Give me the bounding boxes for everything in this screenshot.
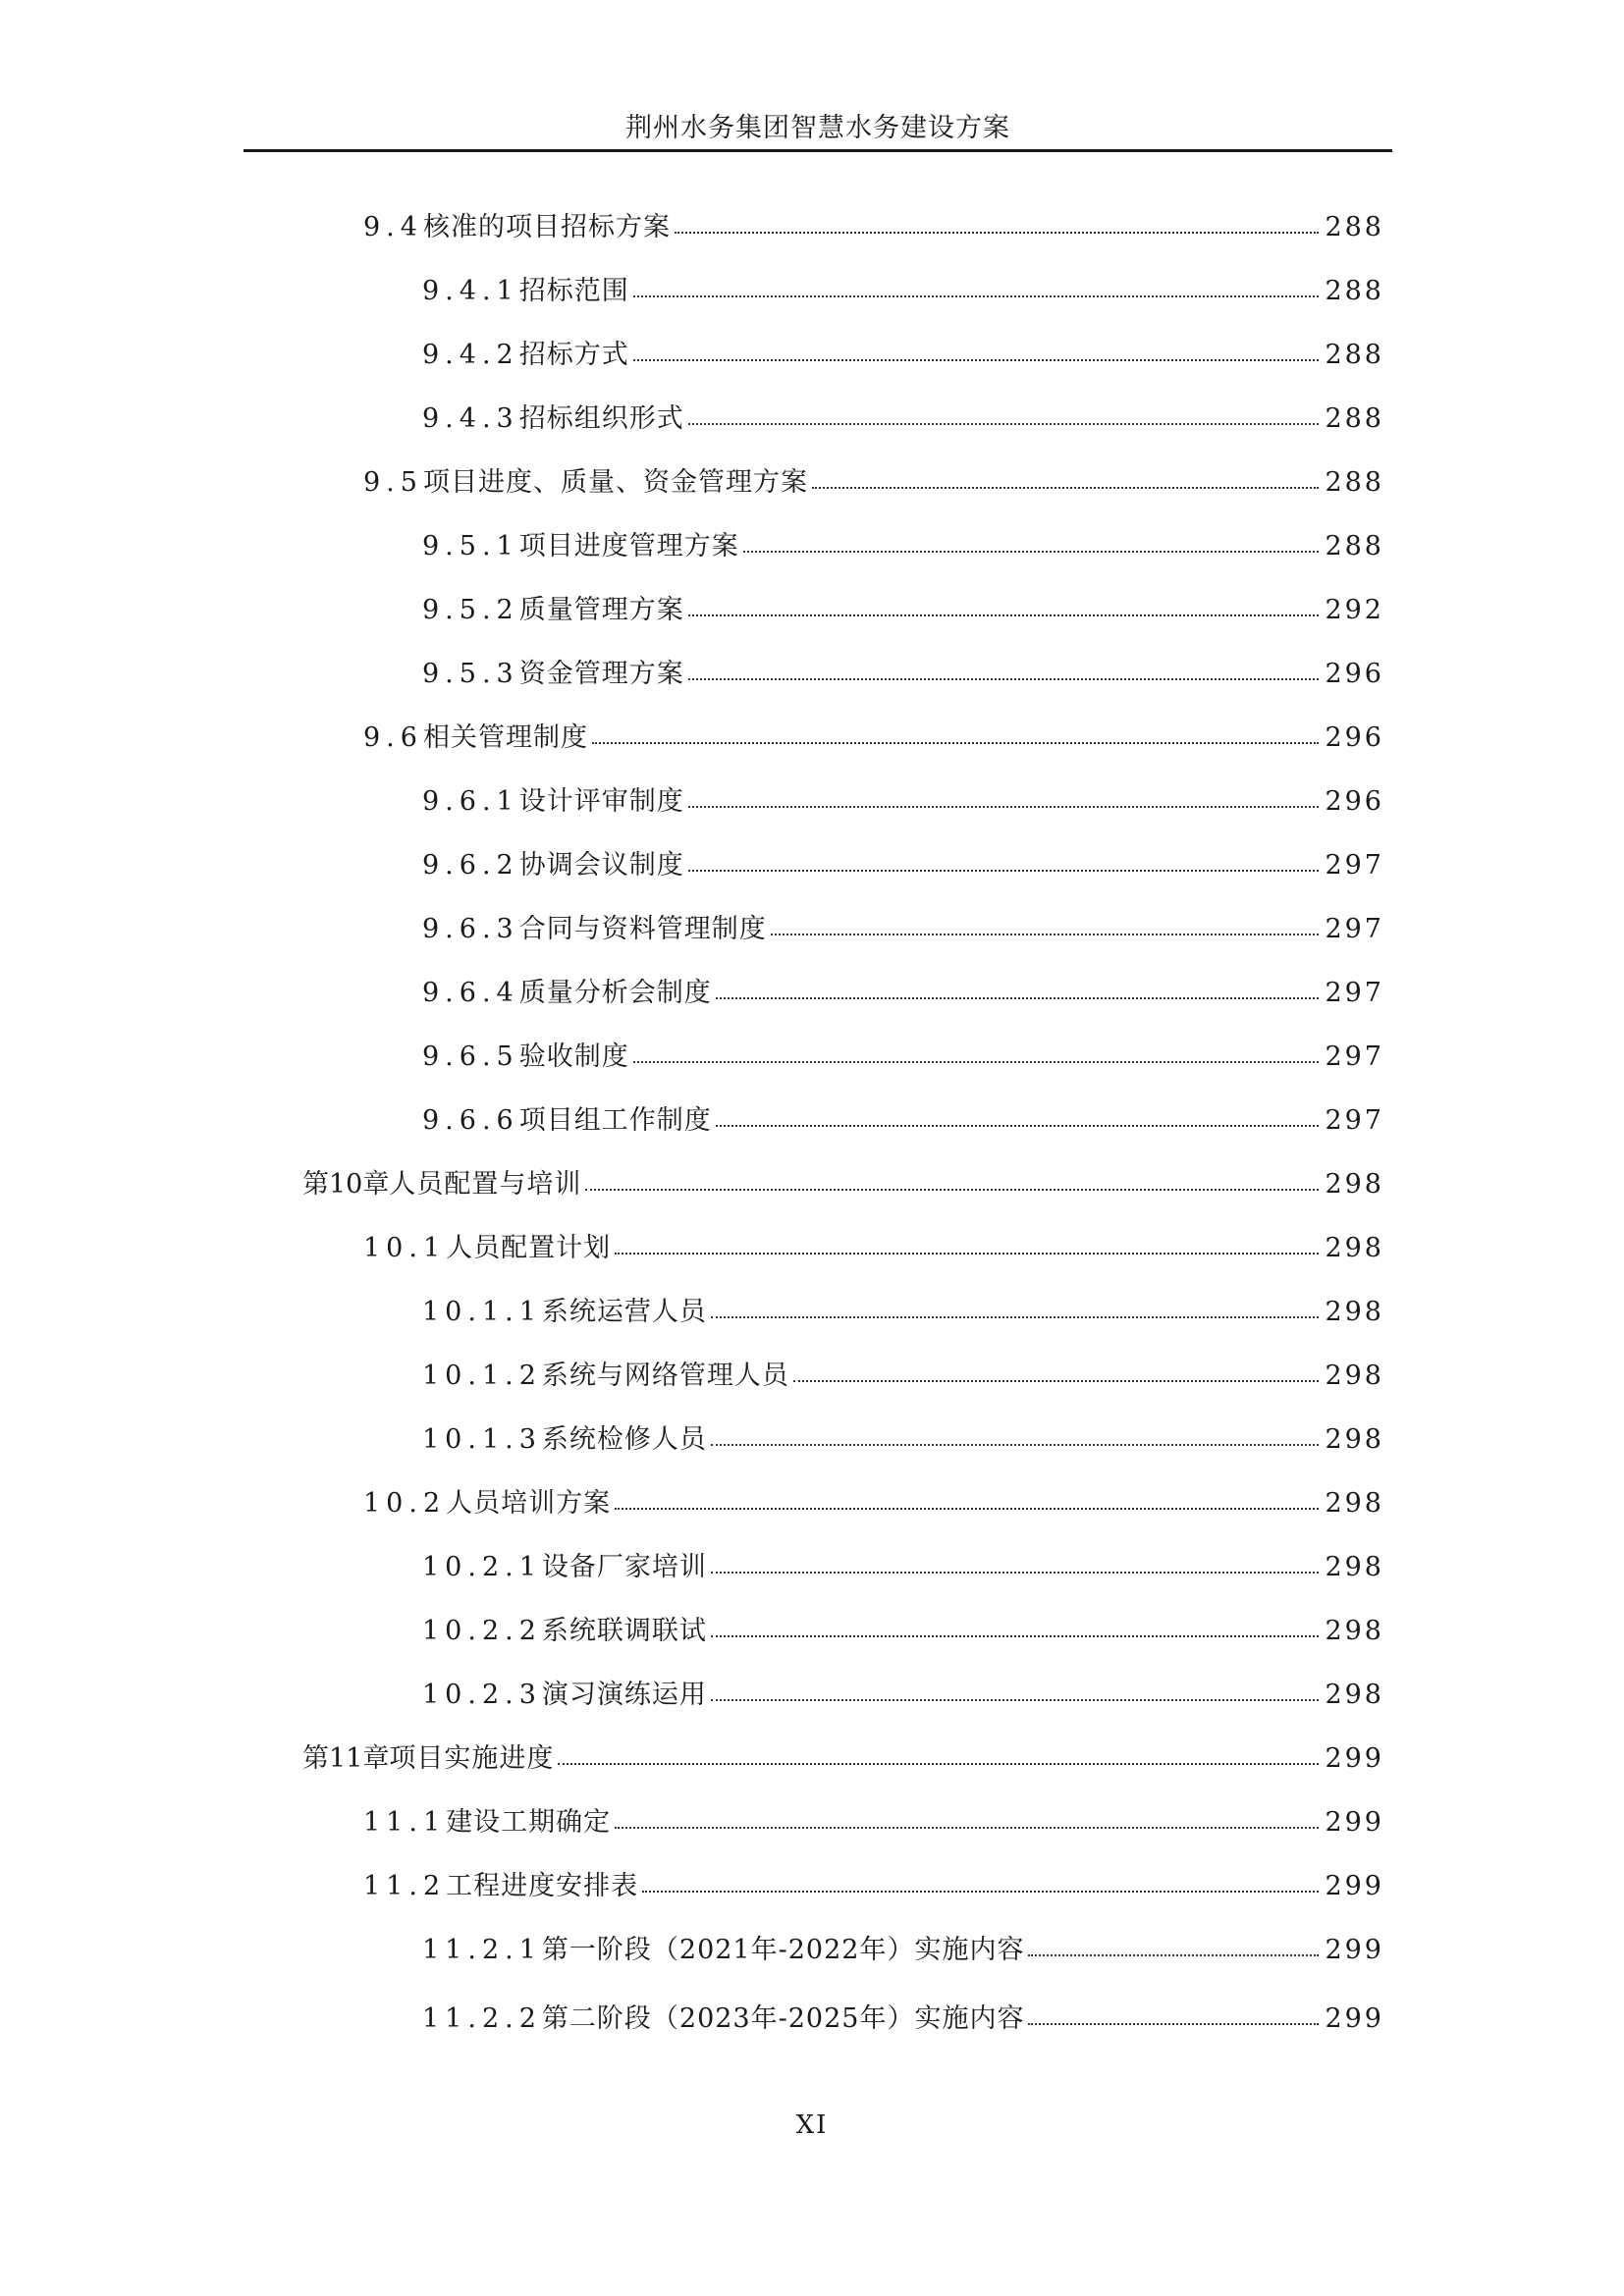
toc-entry-page: 288 xyxy=(1325,467,1384,498)
toc-entry-page: 299 xyxy=(1325,1935,1384,1965)
toc-entry-page: 299 xyxy=(1325,2003,1384,2034)
toc-entry-title: 人员配置与培训 xyxy=(389,1169,582,1200)
toc-entry-number: 9.4.3 xyxy=(422,403,519,434)
toc-entry-title: 演习演练运用 xyxy=(541,1680,707,1710)
toc-entry[interactable] xyxy=(422,1546,1384,1589)
toc-entry[interactable] xyxy=(422,1929,1384,1972)
toc-entry-number: 11.2.1 xyxy=(422,1935,542,1965)
toc-entry-number: 9.6.6 xyxy=(422,1105,519,1136)
toc-dot-leader xyxy=(675,230,1320,234)
toc-entry-number: 9.6.1 xyxy=(422,786,519,817)
toc-entry[interactable] xyxy=(422,1610,1384,1653)
toc-entry-title: 项目实施进度 xyxy=(389,1743,555,1774)
toc-dot-leader xyxy=(642,1889,1319,1893)
toc-entry[interactable] xyxy=(302,1737,1384,1781)
toc-entry-page: 288 xyxy=(1325,212,1384,242)
toc-entry-number: 10.1.1 xyxy=(422,1297,542,1327)
toc-entry-number: 9.5.2 xyxy=(422,595,519,625)
toc-entry-page: 299 xyxy=(1325,1807,1384,1838)
toc-entry-page: 299 xyxy=(1325,1743,1384,1774)
toc-entry-page: 288 xyxy=(1325,340,1384,370)
toc-entry[interactable] xyxy=(363,1482,1384,1525)
footer-page-number: XI xyxy=(795,2110,829,2140)
toc-entry-page: 297 xyxy=(1325,978,1384,1008)
toc-dot-leader xyxy=(711,1442,1320,1446)
toc-dot-leader xyxy=(793,1378,1320,1382)
toc-dot-leader xyxy=(812,485,1320,489)
page-header-title: 荆州水务集团智慧水务建设方案 xyxy=(625,113,1010,143)
toc-entry-page: 296 xyxy=(1325,722,1384,753)
toc-entry-title: 核准的项目招标方案 xyxy=(422,212,671,242)
toc-entry[interactable] xyxy=(422,1099,1384,1143)
toc-entry-title: 合同与资料管理制度 xyxy=(518,914,767,944)
toc-entry-page: 288 xyxy=(1325,531,1384,561)
toc-entry[interactable] xyxy=(422,1291,1384,1334)
toc-entry[interactable] xyxy=(363,461,1384,505)
toc-entry-title: 协调会议制度 xyxy=(518,850,684,881)
toc-entry[interactable] xyxy=(363,1865,1384,1908)
toc-entry-title: 质量管理方案 xyxy=(518,595,684,625)
toc-entry-title: 设备厂家培训 xyxy=(541,1552,707,1582)
toc-entry-page: 298 xyxy=(1325,1488,1384,1519)
toc-entry[interactable] xyxy=(422,653,1384,696)
toc-dot-leader xyxy=(711,1633,1320,1637)
toc-entry[interactable] xyxy=(363,1801,1384,1844)
toc-dot-leader xyxy=(633,357,1320,361)
toc-entry-number: 9.6.2 xyxy=(422,850,519,881)
toc-dot-leader xyxy=(633,1059,1320,1063)
toc-entry-page: 297 xyxy=(1325,914,1384,944)
toc-entry-title: 第一阶段（2021年-2022年）实施内容 xyxy=(541,1935,1025,1965)
toc-entry-number: 9.5 xyxy=(363,467,423,498)
toc-entry-title: 设计评审制度 xyxy=(518,786,684,817)
toc-entry[interactable] xyxy=(422,780,1384,824)
toc-entry-title: 项目进度管理方案 xyxy=(518,531,739,561)
toc-dot-leader xyxy=(688,613,1320,616)
toc-entry-page: 298 xyxy=(1325,1616,1384,1646)
toc-dot-leader xyxy=(633,294,1320,297)
toc-entry-number: 9.5.3 xyxy=(422,659,519,689)
toc-entry-number: 9.4.1 xyxy=(422,276,519,306)
toc-entry-title: 系统运营人员 xyxy=(541,1297,707,1327)
toc-entry-number: 9.6.4 xyxy=(422,978,519,1008)
toc-entry-title: 项目组工作制度 xyxy=(518,1105,712,1136)
toc-entry-title: 系统检修人员 xyxy=(541,1424,707,1455)
toc-entry-page: 298 xyxy=(1325,1297,1384,1327)
toc-entry-number: 10.1 xyxy=(363,1233,447,1263)
toc-entry-number: 11.2.2 xyxy=(422,2003,542,2034)
toc-entry-title: 系统与网络管理人员 xyxy=(541,1361,789,1391)
toc-dot-leader xyxy=(1028,1952,1319,1956)
toc-dot-leader xyxy=(711,1314,1320,1318)
toc-entry-page: 296 xyxy=(1325,786,1384,817)
toc-entry-number: 9.4.2 xyxy=(422,340,519,370)
toc-entry-number: 9.4 xyxy=(363,212,423,242)
toc-entry-title: 工程进度安排表 xyxy=(446,1871,639,1901)
toc-entry-number: 10.1.2 xyxy=(422,1361,542,1391)
toc-entry-title: 验收制度 xyxy=(518,1041,629,1072)
toc-entry-title: 招标范围 xyxy=(518,276,629,306)
toc-entry-page: 299 xyxy=(1325,1871,1384,1901)
toc-dot-leader xyxy=(716,1123,1320,1127)
toc-entry-number: 11.2 xyxy=(363,1871,447,1901)
toc-entry-number: 9.6.3 xyxy=(422,914,519,944)
toc-dot-leader xyxy=(592,740,1320,744)
toc-entry-page: 288 xyxy=(1325,276,1384,306)
toc-entry-title: 招标方式 xyxy=(518,340,629,370)
toc-dot-leader xyxy=(615,1506,1319,1510)
toc-entry-page: 298 xyxy=(1325,1680,1384,1710)
toc-dot-leader xyxy=(771,932,1320,935)
toc-dot-leader xyxy=(585,1187,1319,1191)
toc-entry-number: 10.1.3 xyxy=(422,1424,542,1455)
toc-entry[interactable] xyxy=(422,1355,1384,1398)
toc-entry-title: 资金管理方案 xyxy=(518,659,684,689)
toc-entry-title: 招标组织形式 xyxy=(518,403,684,434)
toc-entry-number: 11.1 xyxy=(363,1807,447,1838)
toc-dot-leader xyxy=(711,1697,1320,1701)
toc-dot-leader xyxy=(688,804,1320,808)
toc-entry[interactable] xyxy=(422,972,1384,1015)
toc-dot-leader xyxy=(688,868,1320,872)
toc-entry-page: 288 xyxy=(1325,403,1384,434)
toc-entry-number: 10.2.2 xyxy=(422,1616,542,1646)
toc-dot-leader xyxy=(711,1570,1320,1574)
header-rule xyxy=(244,149,1392,152)
toc-entry-title: 系统联调联试 xyxy=(541,1616,707,1646)
toc-dot-leader xyxy=(688,421,1320,425)
toc-dot-leader xyxy=(743,549,1320,553)
toc-entry-title: 相关管理制度 xyxy=(422,722,588,753)
toc-entry-number: 9.6 xyxy=(363,722,423,753)
toc-entry-page: 297 xyxy=(1325,850,1384,881)
toc-entry[interactable] xyxy=(363,206,1384,249)
toc-entry-title: 项目进度、质量、资金管理方案 xyxy=(422,467,808,498)
toc-entry-page: 297 xyxy=(1325,1041,1384,1072)
toc-entry-page: 297 xyxy=(1325,1105,1384,1136)
toc-entry-page: 292 xyxy=(1325,595,1384,625)
toc-dot-leader xyxy=(615,1825,1319,1829)
toc-dot-leader xyxy=(558,1761,1319,1765)
toc-entry-number: 10.2.3 xyxy=(422,1680,542,1710)
toc-entry-number: 10.2 xyxy=(363,1488,447,1519)
toc-entry-page: 298 xyxy=(1325,1169,1384,1200)
toc-entry-title: 建设工期确定 xyxy=(446,1807,612,1838)
toc-entry[interactable] xyxy=(422,398,1384,441)
toc-entry[interactable] xyxy=(302,1163,1384,1206)
toc-entry[interactable] xyxy=(422,525,1384,568)
toc-entry-number: 9.6.5 xyxy=(422,1041,519,1072)
toc-entry[interactable] xyxy=(422,1674,1384,1717)
toc-entry-number: 第11章 xyxy=(302,1743,390,1774)
toc-entry-number: 9.5.1 xyxy=(422,531,519,561)
toc-entry-page: 298 xyxy=(1325,1233,1384,1263)
toc-entry[interactable] xyxy=(422,1998,1384,2041)
toc-dot-leader xyxy=(688,676,1320,680)
toc-entry[interactable] xyxy=(422,844,1384,887)
toc-entry[interactable] xyxy=(422,334,1384,377)
toc-entry-number: 第10章 xyxy=(302,1169,390,1200)
toc-entry-title: 人员培训方案 xyxy=(446,1488,612,1519)
toc-entry-page: 298 xyxy=(1325,1424,1384,1455)
toc-entry[interactable] xyxy=(363,717,1384,760)
toc-entry[interactable] xyxy=(422,1036,1384,1079)
toc-entry-title: 第二阶段（2023年-2025年）实施内容 xyxy=(541,2003,1025,2034)
toc-entry-page: 296 xyxy=(1325,659,1384,689)
toc-entry[interactable] xyxy=(422,270,1384,313)
toc-entry[interactable] xyxy=(363,1227,1384,1270)
toc-entry-page: 298 xyxy=(1325,1361,1384,1391)
toc-entry[interactable] xyxy=(422,908,1384,951)
toc-entry-number: 10.2.1 xyxy=(422,1552,542,1582)
toc-entry-title: 质量分析会制度 xyxy=(518,978,712,1008)
toc-dot-leader xyxy=(615,1251,1319,1255)
toc-entry[interactable] xyxy=(422,589,1384,632)
toc-dot-leader xyxy=(716,995,1320,999)
toc-entry[interactable] xyxy=(422,1418,1384,1462)
toc-entry-title: 人员配置计划 xyxy=(446,1233,612,1263)
toc-dot-leader xyxy=(1028,2021,1319,2025)
toc-entry-page: 298 xyxy=(1325,1552,1384,1582)
